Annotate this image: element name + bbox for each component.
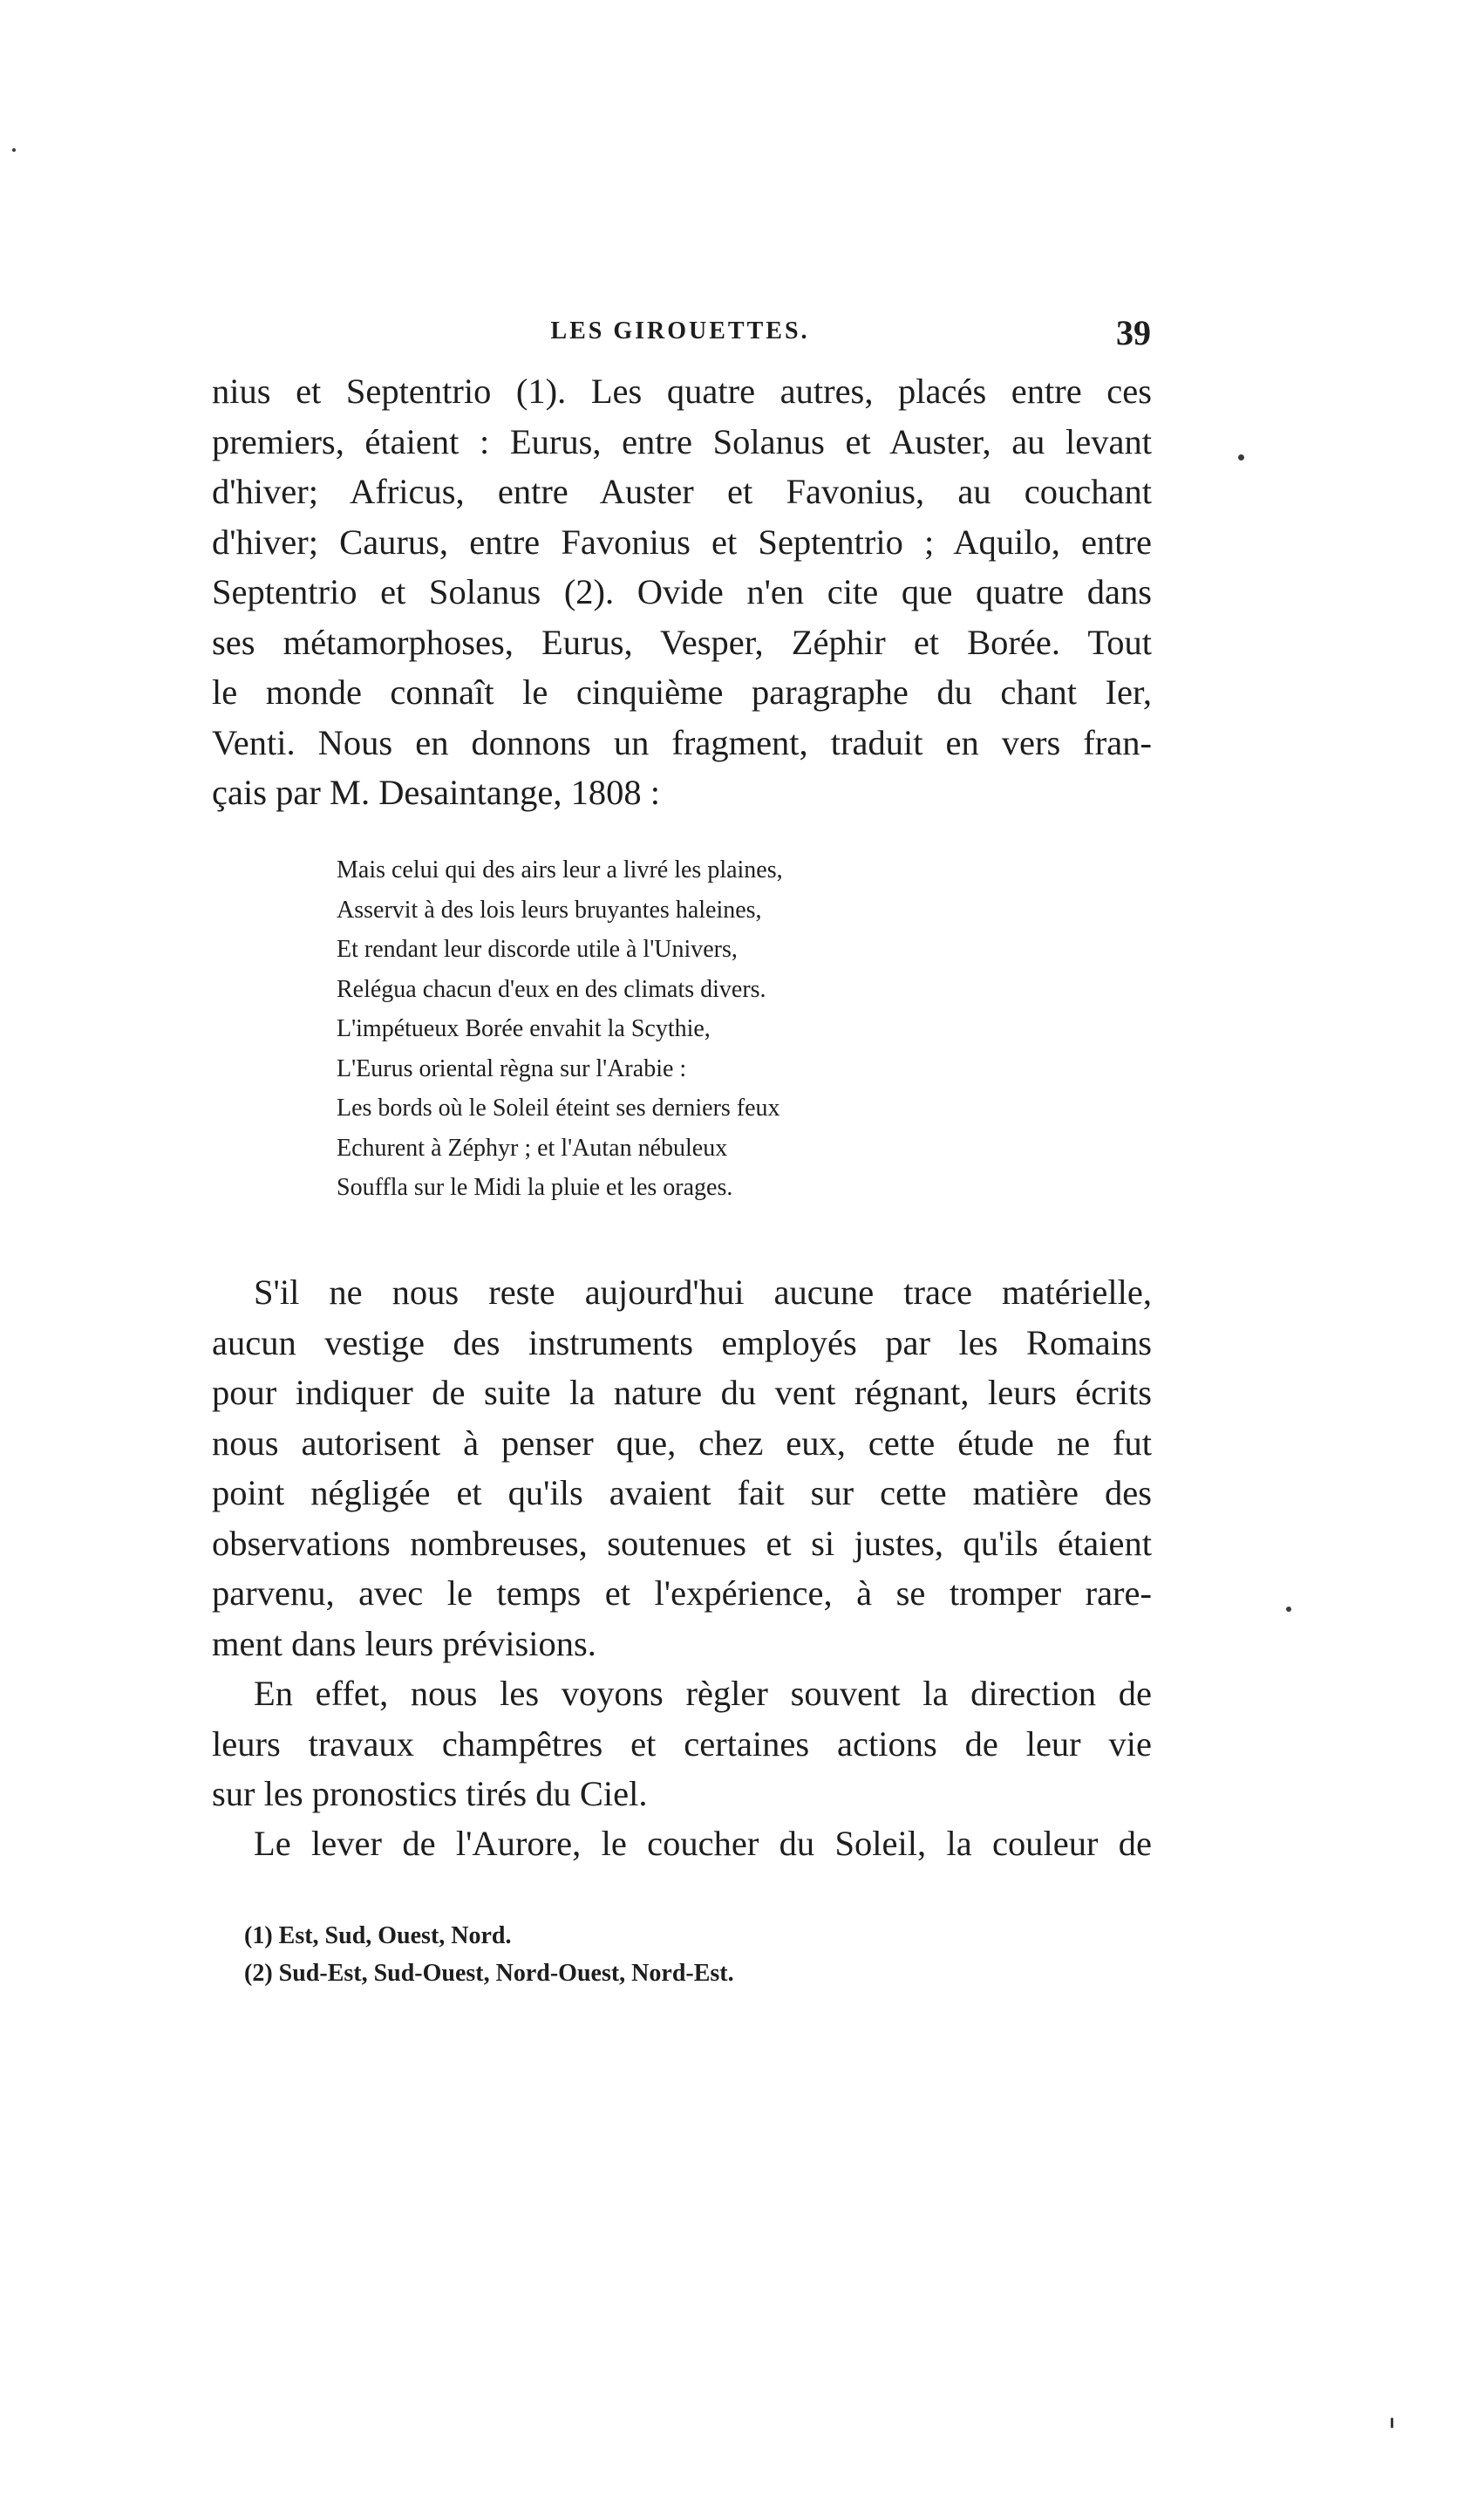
text-line: Le lever de l'Aurore, le coucher du Soleil, la couleur de [254, 1824, 1152, 1863]
verse-line: Mais celui qui des airs leur a livré les plaines, [337, 856, 783, 884]
paragraph-4 [212, 1818, 1152, 1869]
footnote: (2) Sud-Est, Sud-Ouest, Nord-Ouest, Nord-Est. [244, 1960, 734, 1987]
text-line: pour indiquer de suite la nature du vent régnant, leurs écrits [212, 1373, 1152, 1412]
page-number: 39 [1116, 313, 1151, 352]
verse-line: Echurent à Zéphyr ; et l'Autan nébuleux [337, 1134, 728, 1162]
text-line: nius et Septentrio (1). Les quatre autres, placés entre ces [212, 372, 1152, 411]
text-line: le monde connaît le cinquième paragraphe du chant Ier, [212, 672, 1152, 712]
text-line: nous autorisent à penser que, chez eux, cette étude ne fut [212, 1423, 1152, 1463]
text-line: leurs travaux champêtres et certaines actions de leur vie [212, 1723, 1152, 1764]
text-line: point négligée et qu'ils avaient fait sur cette matière des [212, 1473, 1152, 1512]
text-line: ses métamorphoses, Eurus, Vesper, Zéphir et Borée. Tout [212, 622, 1152, 662]
scan-speck [1391, 2418, 1393, 2428]
verse-line: Et rendant leur discorde utile à l'Univers, [337, 936, 738, 963]
paragraph-1 [212, 366, 1152, 818]
text-line: Septentrio et Solanus (2). Ovide n'en cite que quatre dans [212, 572, 1152, 611]
running-title: LES GIROUETTES. [550, 317, 810, 345]
text-line: d'hiver; Caurus, entre Favonius et Septentrio ; Aquilo, entre [212, 522, 1152, 562]
text-line: Venti. Nous en donnons un fragment, traduit en vers fran- [212, 722, 1152, 762]
text-line: d'hiver; Africus, entre Auster et Favonius, au couchant [212, 472, 1152, 511]
verse-line: Souffla sur le Midi la pluie et les orages. [337, 1174, 733, 1201]
paragraph-3 [212, 1668, 1152, 1819]
text-line: S'il ne nous reste aujourd'hui aucune trace matérielle, [254, 1272, 1152, 1312]
text-line: En effet, nous les voyons règler souvent la direction de [254, 1674, 1152, 1713]
verse-line: Asservit à des lois leurs bruyantes haleines, [337, 896, 762, 924]
running-head [209, 313, 1151, 370]
scan-speck [12, 148, 16, 152]
scan-speck [1286, 1607, 1291, 1612]
footnote: (1) Est, Sud, Ouest, Nord. [244, 1922, 512, 1949]
verse-line: L'Eurus oriental règna sur l'Arabie : [337, 1054, 687, 1082]
verse-line: Relégua chacun d'eux en des climats divers. [337, 975, 766, 1003]
verse-line: L'impétueux Borée envahit la Scythie, [337, 1015, 711, 1042]
scan-speck [1238, 454, 1244, 461]
text-line: sur les pronostics tirés du Ciel. [212, 1774, 648, 1813]
text-line: ment dans leurs prévisions. [212, 1623, 596, 1663]
text-line: çais par M. Desaintange, 1808 : [212, 773, 660, 812]
text-line: parvenu, avec le temps et l'expérience, à se tromper rare- [212, 1573, 1152, 1613]
footnotes [244, 1917, 1029, 1992]
verse-line: Les bords où le Soleil éteint ses derniers feux [337, 1095, 780, 1122]
verse-quotation [337, 850, 947, 1208]
text-line: observations nombreuses, soutenues et si justes, qu'ils étaient [212, 1523, 1152, 1563]
text-line: aucun vestige des instruments employés par les Romains [212, 1322, 1152, 1362]
text-line: premiers, étaient : Eurus, entre Solanus et Auster, au levant [212, 421, 1152, 461]
paragraph-2 [212, 1267, 1152, 1668]
